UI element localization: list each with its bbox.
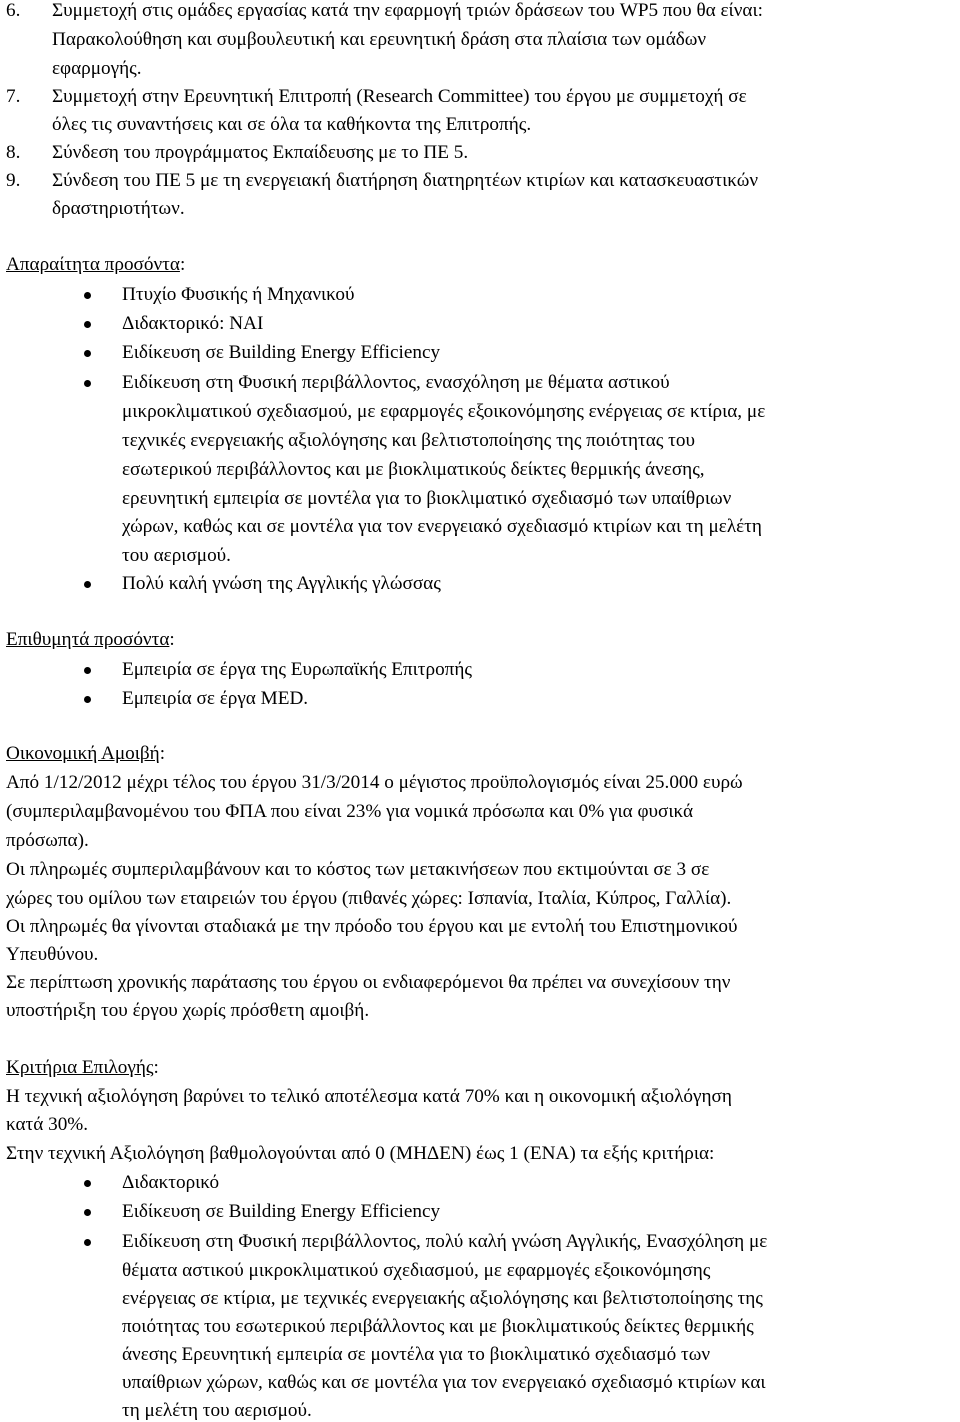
bullet-icon	[84, 292, 91, 299]
desired-qualification-line: Εμπειρία σε έργα της Ευρωπαϊκής Επιτροπής	[122, 659, 472, 680]
payment-line: χώρες του ομίλου των εταιρειών του έργου (πιθανές χώρες: Ισπανία, Ιταλία, Κύπρος, Γαλλία).	[6, 888, 732, 909]
criteria-item-line: θέματα αστικού μικροκλιματικού σχεδιασμού, με εφαρμογές εξοικονόμησης	[122, 1260, 711, 1281]
desired-qualifications-heading: Επιθυμητά προσόντα:	[6, 629, 175, 650]
bullet-icon	[84, 350, 91, 357]
criteria-item-line: άνεσης Ερευνητική εμπειρία σε μοντέλα για το βιοκλιματικό σχεδιασμό των	[122, 1344, 711, 1365]
required-qualifications-heading: Απαραίτητα προσόντα:	[6, 254, 186, 275]
numbered-item-line: Συμμετοχή στις ομάδες εργασίας κατά την εφαρμογή τριών δράσεων του WP5 που θα είναι:	[52, 0, 763, 21]
payment-line: Οι πληρωμές συμπεριλαμβάνουν και το κόστος των μετακινήσεων που εκτιμούνται σε 3 σε	[6, 859, 710, 880]
bullet-icon	[84, 1180, 91, 1187]
numbered-item-number: 9.	[6, 170, 21, 191]
criteria-item-line: Διδακτορικό	[122, 1172, 220, 1193]
payment-line: Υπευθύνου.	[6, 944, 99, 965]
criteria-item-line: τη μελέτη του αερισμού.	[122, 1400, 312, 1421]
criteria-item-line: ενέργειας σε κτίρια, με τεχνικές ενεργειακής αξιολόγησης και βελτιστοποίησης της	[122, 1288, 763, 1309]
payment-line: υποστήριξη του έργου χωρίς πρόσθετη αμοιβή.	[6, 1000, 370, 1021]
criteria-heading: Κριτήρια Επιλογής:	[6, 1057, 159, 1078]
criteria-item-line: Ειδίκευση στη Φυσική περιβάλλοντος, πολύ καλή γνώση Αγγλικής, Ενασχόληση με	[122, 1231, 768, 1252]
bullet-icon	[84, 1209, 91, 1216]
numbered-item-number: 6.	[6, 0, 21, 21]
numbered-item-line: Παρακολούθηση και συμβουλευτική και ερευνητική δράση στα πλαίσια των ομάδων	[52, 29, 707, 50]
bullet-icon	[84, 380, 91, 387]
desired-qualification-line: Εμπειρία σε έργα MED.	[122, 688, 309, 709]
payment-line: Από 1/12/2012 μέχρι τέλος του έργου 31/3/2014 ο μέγιστος προϋπολογισμός είναι 25.000 ευρώ	[6, 772, 743, 793]
required-qualification-line: ερευνητική εμπειρία σε μοντέλα για το βιοκλιματικό σχεδιασμό των υπαίθριων	[122, 488, 732, 509]
criteria-line: Στην τεχνική Αξιολόγηση βαθμολογούνται από 0 (ΜΗΔΕΝ) έως 1 (ΕΝΑ) τα εξής κριτήρια:	[6, 1143, 715, 1164]
numbered-item-line: δραστηριοτήτων.	[52, 198, 185, 219]
criteria-item-line: υπαίθριων χώρων, καθώς και σε μοντέλα για τον ενεργειακό σχεδιασμό κτιρίων και	[122, 1372, 766, 1393]
required-qualification-line: τεχνικές ενεργειακής αξιολόγησης και βελτιστοποίησης της ποιότητας του	[122, 430, 695, 451]
criteria-line: Η τεχνική αξιολόγηση βαρύνει το τελικό αποτέλεσμα κατά 70% και η οικονομική αξιολόγηση	[6, 1086, 732, 1107]
required-qualification-line: Ειδίκευση στη Φυσική περιβάλλοντος, ενασχόληση με θέματα αστικού	[122, 372, 670, 393]
required-qualification-line: του αερισμού.	[122, 545, 231, 566]
required-qualification-line: Διδακτορικό: ΝΑΙ	[122, 313, 264, 334]
bullet-icon	[84, 1239, 91, 1246]
numbered-item-number: 7.	[6, 86, 21, 107]
bullet-icon	[84, 696, 91, 703]
numbered-item-line: εφαρμογής.	[52, 58, 142, 79]
required-qualification-line: Ειδίκευση σε Building Energy Efficiency	[122, 342, 441, 363]
required-qualification-line: μικροκλιματικού σχεδιασμού, με εφαρμογές εξοικονόμησης ενέργειας σε κτίρια, με	[122, 401, 766, 422]
payment-line: (συμπεριλαμβανομένου του ΦΠΑ που είναι 23% για νομικά πρόσωπα και 0% για φυσικά	[6, 801, 694, 822]
required-qualification-line: Πολύ καλή γνώση της Αγγλικής γλώσσας	[122, 573, 441, 594]
numbered-item-line: Συμμετοχή στην Ερευνητική Επιτροπή (Research Committee) του έργου με συμμετοχή σε	[52, 86, 747, 107]
payment-line: Σε περίπτωση χρονικής παράτασης του έργου οι ενδιαφερόμενοι θα πρέπει να συνεχίσουν την	[6, 972, 731, 993]
numbered-item-line: Σύνδεση του προγράμματος Εκπαίδευσης με το ΠΕ 5.	[52, 142, 469, 163]
numbered-item-line: Σύνδεση του ΠΕ 5 με τη ενεργειακή διατήρηση διατηρητέων κτιρίων και κατασκευαστικών	[52, 170, 759, 191]
criteria-line: κατά 30%.	[6, 1114, 89, 1135]
numbered-item-number: 8.	[6, 142, 21, 163]
payment-line: Οι πληρωμές θα γίνονται σταδιακά με την πρόοδο του έργου και με εντολή του Επιστημονικού	[6, 916, 738, 937]
numbered-item-line: όλες τις συναντήσεις και σε όλα τα καθήκοντα της Επιτροπής.	[52, 114, 532, 135]
required-qualification-line: εσωτερικού περιβάλλοντος και με βιοκλιματικούς δείκτες θερμικής άνεσης,	[122, 459, 705, 480]
payment-heading: Οικονομική Αμοιβή:	[6, 743, 166, 764]
criteria-item-line: ποιότητας του εσωτερικού περιβάλλοντος και με βιοκλιματικούς δείκτες θερμικής	[122, 1316, 754, 1337]
bullet-icon	[84, 581, 91, 588]
bullet-icon	[84, 321, 91, 328]
bullet-icon	[84, 667, 91, 674]
required-qualification-line: Πτυχίο Φυσικής ή Μηχανικού	[122, 284, 355, 305]
payment-line: πρόσωπα).	[6, 830, 89, 851]
criteria-item-line: Ειδίκευση σε Building Energy Efficiency	[122, 1201, 441, 1222]
required-qualification-line: χώρων, καθώς και σε μοντέλα για τον ενεργειακό σχεδιασμό κτιρίων και τη μελέτη	[122, 516, 762, 537]
